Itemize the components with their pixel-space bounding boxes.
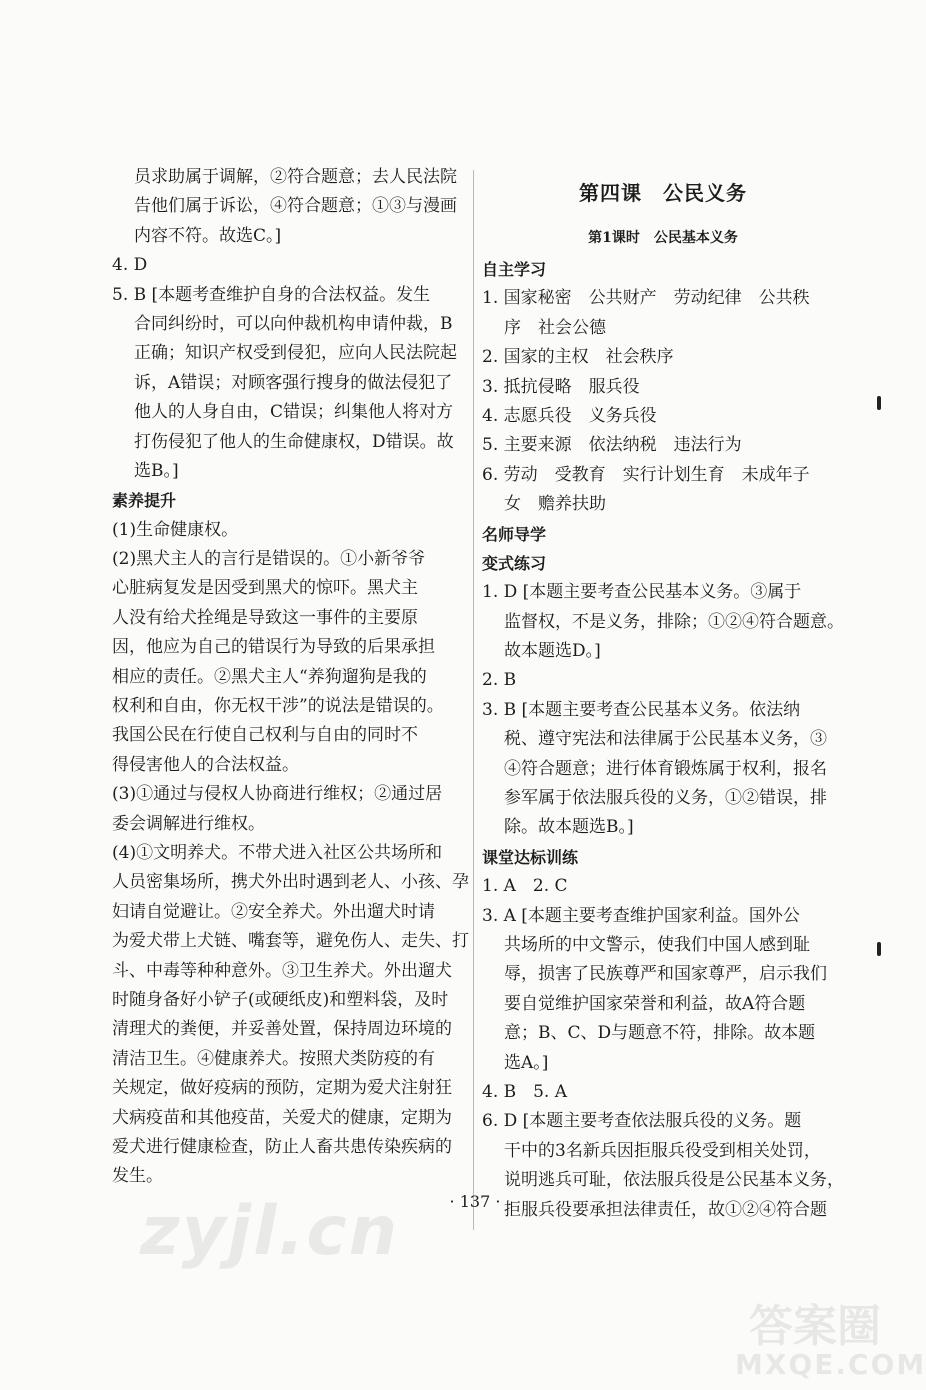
text-line: 选A。] — [504, 1052, 549, 1073]
text-line: 序 社会公德 — [504, 317, 606, 338]
text-line: 1. 国家秘密 公共财产 劳动纪律 公共秩 — [482, 288, 810, 309]
site-logo — [735, 1290, 926, 1385]
text-line: 监督权，不是义务，排除；①②④符合题意。 — [504, 611, 844, 632]
text-line: (1)生命健康权。 — [112, 519, 239, 540]
text-line: 妇请自觉避让。②安全养犬。外出遛犬时请 — [112, 901, 435, 922]
text-line: 正确；知识产权受到侵犯，应向人民法院起 — [134, 343, 457, 364]
text-line: 4. D — [112, 255, 148, 276]
lesson-subtitle: 第1课时 公民基本义务 — [588, 230, 738, 246]
text-line: 1. D [本题主要考查公民基本义务。③属于 — [482, 582, 802, 603]
text-line: 发生。 — [112, 1166, 163, 1187]
text-line: 打伤侵犯了他人的生命健康权，D错误。故 — [134, 431, 454, 452]
section-heading: 自主学习 — [482, 260, 547, 279]
scan-mark — [877, 396, 881, 410]
text-line: 人没有给犬拴绳是导致这一事件的主要原 — [112, 607, 418, 628]
site-logo-en: MXQE.COM — [735, 1348, 926, 1381]
text-line: 2. 国家的主权 社会秩序 — [482, 347, 674, 368]
text-line: 3. 抵抗侵略 服兵役 — [482, 376, 640, 397]
left-column — [112, 163, 468, 1192]
text-line: 告他们属于诉讼，④符合题意；①③与漫画 — [134, 196, 457, 217]
text-line: 参军属于依法服兵役的义务，①②错误，排 — [504, 788, 827, 809]
text-line: 清洁卫生。④健康养犬。按照犬类防疫的有 — [112, 1048, 435, 1069]
section-heading: 名师导学 — [482, 524, 547, 544]
text-line: 委会调解进行维权。 — [112, 813, 265, 834]
lesson-title: 第四课 公民义务 — [579, 181, 747, 205]
text-line: 人员密集场所，携犬外出时遇到老人、小孩、孕 — [112, 872, 469, 893]
text-line: 税、遵守宪法和法律属于公民基本义务，③ — [504, 729, 827, 750]
column-divider — [473, 170, 474, 1230]
text-line: 共场所的中文警示，使我们中国人感到耻 — [504, 934, 810, 955]
text-line: 说明逃兵可耻，依法服兵役是公民基本义务， — [504, 1170, 844, 1191]
text-line: 员求助属于调解，②符合题意；去人民法院 — [134, 167, 457, 187]
text-line: 干中的3名新兵因拒服兵役受到相关处罚， — [504, 1140, 821, 1161]
text-line: ④符合题意；进行体育锻炼属于权利，报名 — [504, 758, 827, 779]
site-logo-cn: 答案圈 — [749, 1301, 881, 1352]
text-line: 3. A [本题主要考查维护国家利益。国外公 — [482, 905, 800, 926]
text-line: 4. B 5. A — [482, 1081, 568, 1102]
text-line: 拒服兵役要承担法律责任，故①②④符合题 — [504, 1199, 827, 1220]
text-line: 辱，损害了民族尊严和国家尊严，启示我们 — [504, 964, 827, 985]
text-line: 诉，A错误；对顾客强行搜身的做法侵犯了 — [134, 372, 453, 393]
text-line: 2. B — [482, 670, 517, 691]
text-line: 斗、中毒等种种意外。③卫生养犬。外出遛犬 — [112, 960, 452, 981]
text-line: 清理犬的粪便，并妥善处置，保持周边环境的 — [112, 1019, 452, 1040]
text-line: 1. A 2. C — [482, 876, 568, 897]
text-line: 内容不符。故选C。] — [134, 225, 282, 246]
text-line: 得侵害他人的合法权益。 — [112, 754, 299, 775]
text-line: (4)①文明养犬。不带犬进入社区公共场所和 — [112, 842, 443, 863]
text-line: 女 赡养扶助 — [504, 494, 606, 515]
section-heading: 课堂达标训练 — [482, 847, 579, 867]
text-line: 选B。] — [134, 460, 179, 481]
section-heading: 变式练习 — [482, 553, 547, 573]
text-line: 故本题选D。] — [504, 641, 601, 662]
right-column-body — [482, 255, 844, 1225]
text-line: 我国公民在行使自己权利与自由的同时不 — [112, 725, 418, 746]
text-line: 关规定，做好疫病的预防，定期为爱犬注射狂 — [112, 1078, 452, 1099]
text-line: 要自觉维护国家荣誉和利益，故A符合题 — [504, 993, 806, 1014]
page-number: · 137 · — [449, 1192, 501, 1211]
text-line: (2)黑犬主人的言行是错误的。①小新爷爷 — [112, 549, 426, 570]
text-line: 除。故本题选B。] — [504, 817, 634, 838]
text-line: 5. B [本题考查维护自身的合法权益。发生 — [112, 284, 431, 305]
section-heading: 素养提升 — [112, 491, 177, 511]
watermark: zyjl.cn — [140, 1192, 400, 1271]
text-line: 为爱犬带上犬链、嘴套等，避免伤人、走失、打 — [112, 931, 469, 952]
text-line: 权利和自由，你无权干涉”的说法是错误的。 — [112, 696, 444, 717]
text-line: 4. 志愿兵役 义务兵役 — [482, 405, 657, 426]
text-line: 犬病疫苗和其他疫苗，关爱犬的健康，定期为 — [112, 1107, 452, 1128]
text-line: 他人的人身自由，C错误；纠集他人将对方 — [134, 402, 454, 423]
text-line: 意；B、C、D与题意不符，排除。故本题 — [504, 1023, 816, 1044]
text-line: 相应的责任。②黑犬主人“养狗遛狗是我的 — [112, 666, 427, 687]
text-line: 心脏病复发是因受到黑犬的惊吓。黑犬主 — [112, 578, 418, 599]
text-line: (3)①通过与侵权人协商进行维权；②通过居 — [112, 784, 443, 805]
text-line: 时随身备好小铲子(或硬纸皮)和塑料袋，及时 — [112, 989, 449, 1010]
text-line: 爱犬进行健康检查，防止人畜共患传染疾病的 — [112, 1136, 452, 1157]
scan-mark — [877, 942, 881, 956]
text-line: 3. B [本题主要考查公民基本义务。依法纳 — [482, 699, 801, 720]
right-column — [482, 163, 844, 1225]
text-line: 因，他应为自己的错误行为导致的后果承担 — [112, 637, 435, 658]
text-line: 合同纠纷时，可以向仲裁机构申请仲裁，B — [134, 313, 453, 334]
text-line: 5. 主要来源 依法纳税 违法行为 — [482, 435, 742, 456]
text-line: 6. D [本题主要考查依法服兵役的义务。题 — [482, 1111, 802, 1132]
text-line: 6. 劳动 受教育 实行计划生育 未成年子 — [482, 464, 810, 485]
